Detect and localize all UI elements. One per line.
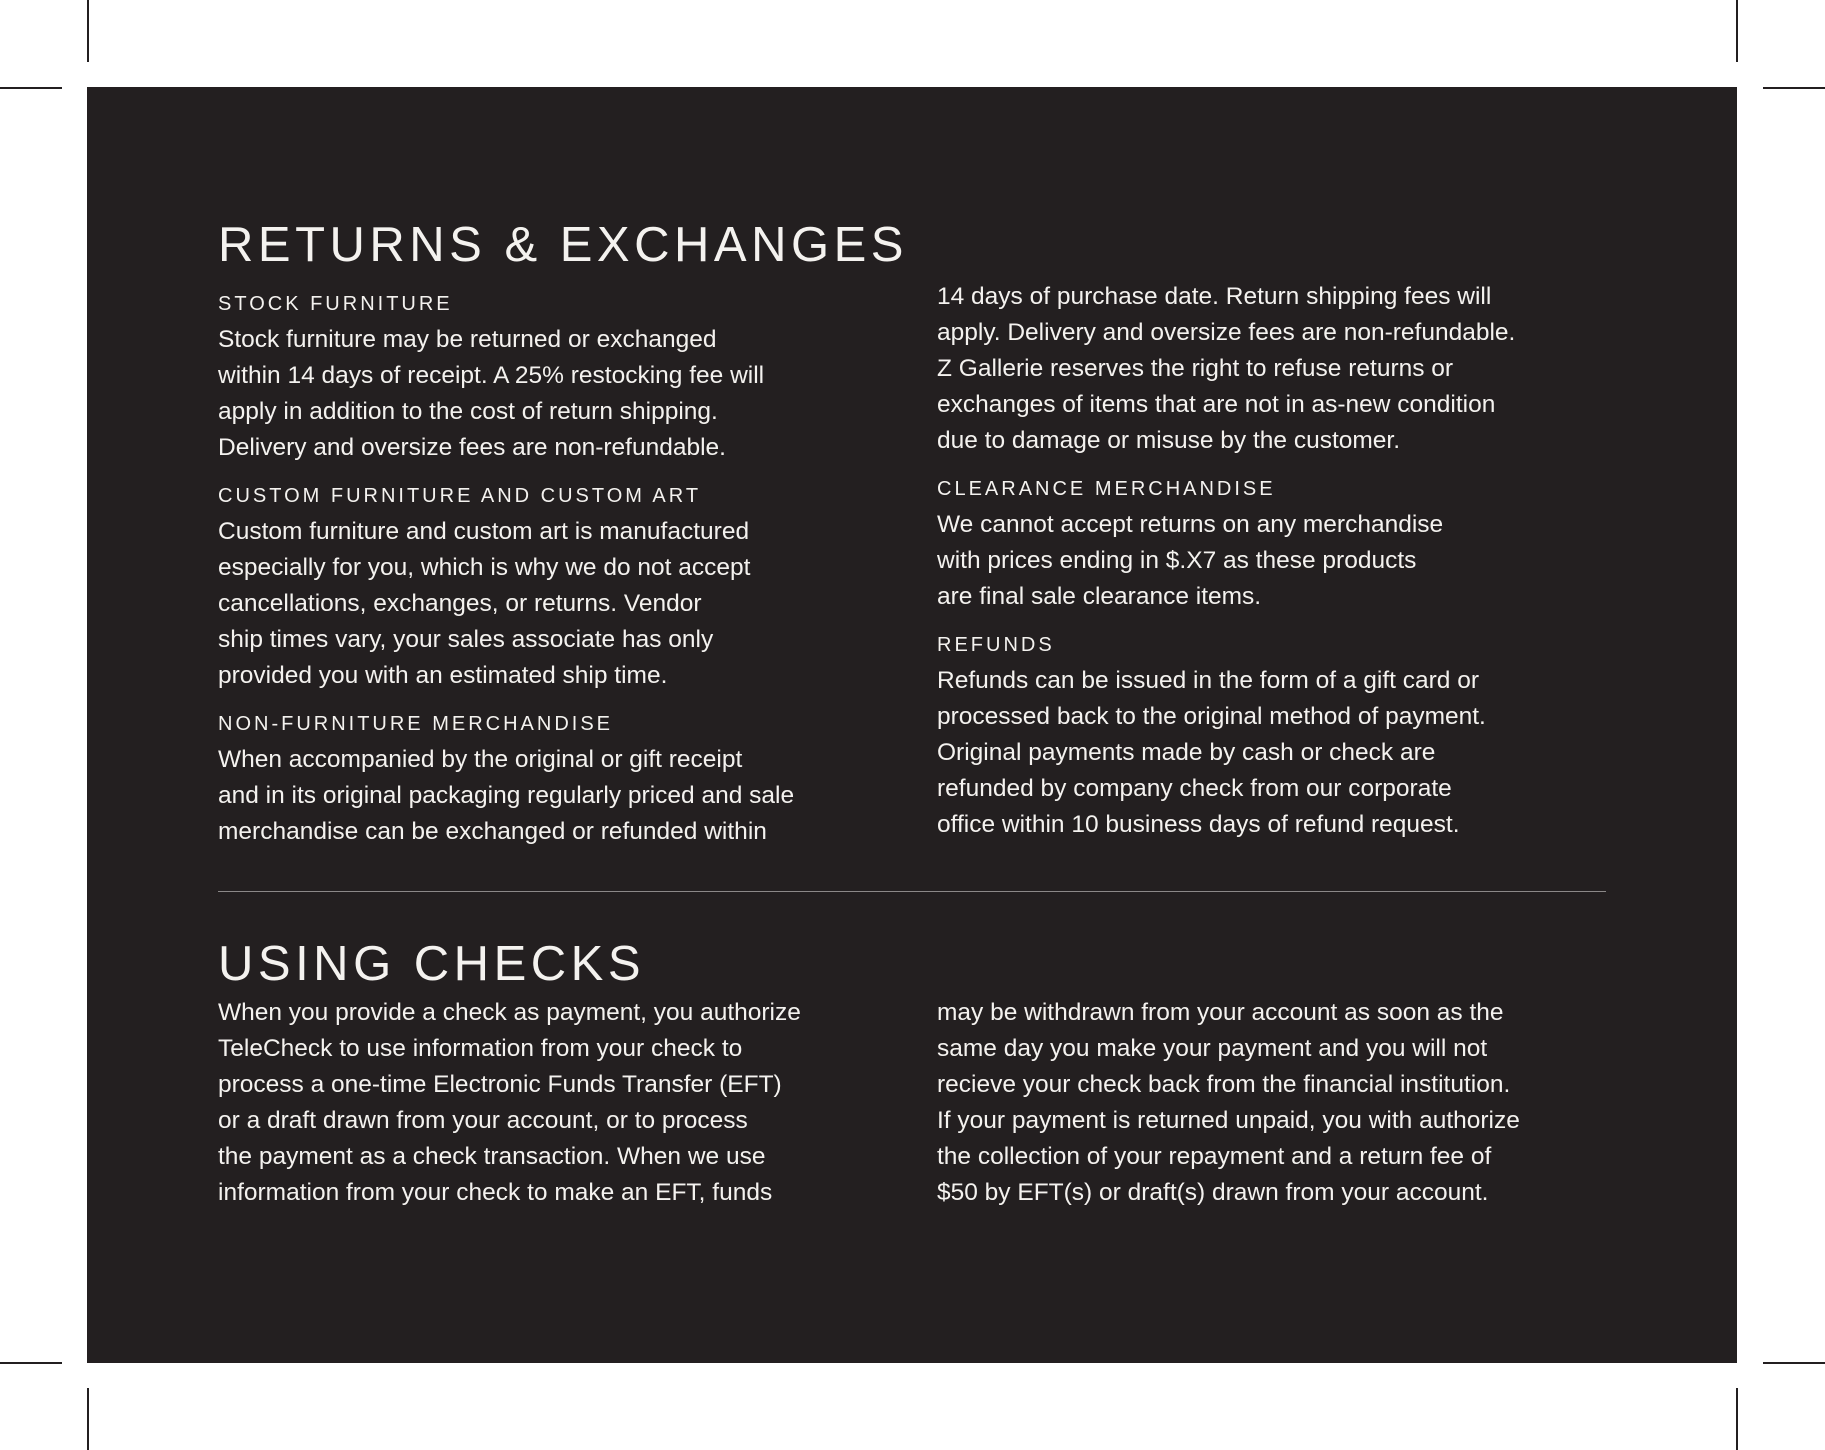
text-line: exchanges of items that are not in as-new condition (937, 391, 1496, 418)
text-line: process a one-time Electronic Funds Transfer (EFT) (218, 1071, 782, 1098)
text-line: If your payment is returned unpaid, you with authorize (937, 1107, 1520, 1134)
non-furniture-text (218, 742, 878, 850)
text-line: Custom furniture and custom art is manufactured (218, 518, 750, 545)
checks-left-text (218, 995, 878, 1211)
custom-furniture-text (218, 514, 878, 694)
text-line: especially for you, which is why we do not accept (218, 554, 751, 581)
crop-mark-top-right-vertical (1736, 0, 1738, 62)
text-line: Delivery and oversize fees are non-refundable. (218, 434, 726, 461)
text-line: with prices ending in $.X7 as these products (937, 547, 1417, 574)
text-line: Stock furniture may be returned or exchanged (218, 326, 717, 353)
crop-mark-top-left-vertical (87, 0, 89, 62)
text-line: office within 10 business days of refund request. (937, 811, 1460, 838)
using-checks-title: USING CHECKS (218, 937, 646, 991)
text-line: ship times vary, your sales associate has only (218, 626, 714, 653)
text-line: same day you make your payment and you will not (937, 1035, 1488, 1062)
refunds-text (937, 663, 1597, 843)
text-line: may be withdrawn from your account as soon as the (937, 999, 1504, 1026)
custom-furniture-heading: CUSTOM FURNITURE AND CUSTOM ART (218, 485, 702, 507)
custom-furniture-section (218, 484, 878, 694)
text-line: TeleCheck to use information from your check to (218, 1035, 743, 1062)
text-line: information from your check to make an EFT, funds (218, 1179, 773, 1206)
text-line: When accompanied by the original or gift receipt (218, 746, 743, 773)
text-line: within 14 days of receipt. A 25% restocking fee will (218, 362, 765, 389)
text-line: are final sale clearance items. (937, 583, 1262, 610)
text-line: Refunds can be issued in the form of a gift card or (937, 667, 1480, 694)
text-line: refunded by company check from our corporate (937, 775, 1452, 802)
text-line: processed back to the original method of payment. (937, 703, 1486, 730)
text-line: recieve your check back from the financial institution. (937, 1071, 1511, 1098)
returns-exchanges-title: RETURNS & EXCHANGES (218, 218, 908, 272)
non-furniture-continued-text (937, 279, 1597, 459)
text-line: the collection of your repayment and a return fee of (937, 1143, 1492, 1170)
crop-mark-bottom-left-horizontal (0, 1362, 62, 1364)
text-line: Original payments made by cash or check are (937, 739, 1436, 766)
non-furniture-heading: NON-FURNITURE MERCHANDISE (218, 713, 613, 735)
crop-mark-top-left-horizontal (0, 87, 62, 89)
clearance-heading: CLEARANCE MERCHANDISE (937, 478, 1276, 500)
refunds-heading: REFUNDS (937, 634, 1055, 656)
clearance-text (937, 507, 1597, 615)
text-line: 14 days of purchase date. Return shipping fees will (937, 283, 1492, 310)
text-line: the payment as a check transaction. When we use (218, 1143, 766, 1170)
checks-left-column (218, 995, 878, 1211)
stock-furniture-heading: STOCK FURNITURE (218, 293, 453, 315)
stock-furniture-text (218, 322, 878, 466)
non-furniture-continued-section (937, 279, 1597, 459)
text-line: due to damage or misuse by the customer. (937, 427, 1401, 454)
non-furniture-section (218, 712, 878, 850)
text-line: apply in addition to the cost of return shipping. (218, 398, 718, 425)
crop-mark-bottom-left-vertical (87, 1388, 89, 1450)
policy-card (87, 87, 1737, 1363)
text-line: $50 by EFT(s) or draft(s) drawn from your account. (937, 1179, 1489, 1206)
text-line: provided you with an estimated ship time. (218, 662, 668, 689)
returns-right-column (937, 279, 1597, 861)
crop-mark-bottom-right-horizontal (1763, 1362, 1825, 1364)
returns-left-column (218, 292, 878, 868)
text-line: and in its original packaging regularly priced and sale (218, 782, 795, 809)
refunds-section (937, 633, 1597, 843)
stock-furniture-section (218, 292, 878, 466)
crop-mark-top-right-horizontal (1763, 87, 1825, 89)
text-line: cancellations, exchanges, or returns. Vendor (218, 590, 702, 617)
section-divider (218, 891, 1606, 892)
text-line: or a draft drawn from your account, or to process (218, 1107, 748, 1134)
text-line: merchandise can be exchanged or refunded within (218, 818, 767, 845)
text-line: Z Gallerie reserves the right to refuse returns or (937, 355, 1454, 382)
clearance-section (937, 477, 1597, 615)
text-line: We cannot accept returns on any merchandise (937, 511, 1444, 538)
text-line: apply. Delivery and oversize fees are non-refundable. (937, 319, 1516, 346)
checks-right-column (937, 995, 1597, 1211)
text-line: When you provide a check as payment, you authorize (218, 999, 801, 1026)
checks-right-text (937, 995, 1597, 1211)
crop-mark-bottom-right-vertical (1736, 1388, 1738, 1450)
